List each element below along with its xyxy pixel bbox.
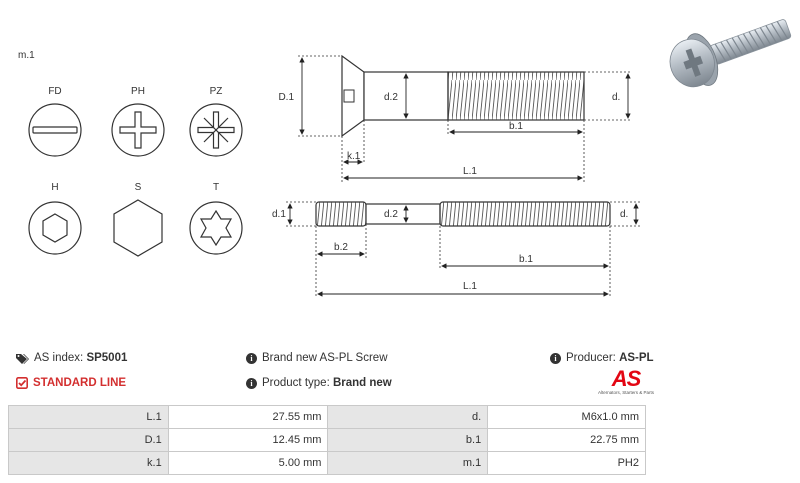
product-photo — [662, 3, 797, 96]
head-label-ph: PH — [131, 86, 145, 97]
tags-icon — [16, 353, 29, 364]
spec-label: m.1 — [328, 452, 488, 475]
countersunk-screw-drawing — [278, 56, 632, 182]
product-description: Brand new AS-PL Screw — [262, 352, 388, 364]
head-label-t: T — [212, 182, 220, 193]
as-pl-logo — [596, 368, 656, 404]
logo-tagline: Alternators, Starters & Parts — [597, 390, 655, 395]
spec-value: M6x1.0 mm — [488, 406, 646, 429]
as-index-label: AS index: — [34, 352, 84, 364]
producer-value: AS-PL — [619, 352, 654, 364]
producer-label: Producer: — [566, 352, 616, 364]
dim-label-k1: k.1 — [347, 151, 361, 162]
as-index-value: SP5001 — [86, 352, 128, 364]
stud-screw-drawing — [272, 202, 640, 298]
standard-line-row — [16, 377, 126, 389]
spec-value: PH2 — [488, 452, 646, 475]
hex-socket-drive-icon — [29, 202, 81, 254]
dim-label-L1-bottom: L.1 — [463, 281, 477, 292]
table-row — [9, 429, 646, 452]
producer-row — [550, 352, 654, 364]
spec-label: D.1 — [9, 429, 169, 452]
specs-table — [8, 405, 646, 475]
pozidriv-drive-icon — [190, 104, 242, 156]
product-type-row — [246, 377, 392, 389]
logo-text: AS — [611, 366, 641, 391]
spec-value: 22.75 mm — [488, 429, 646, 452]
table-row — [9, 406, 646, 429]
slotted-drive-icon — [29, 104, 81, 156]
dim-label-D1: D.1 — [278, 92, 294, 103]
spec-label: b.1 — [328, 429, 488, 452]
head-label-s: S — [134, 182, 142, 193]
dim-label-d-top: d. — [612, 92, 621, 103]
info-icon: i — [550, 353, 561, 364]
head-label-h: H — [51, 182, 59, 193]
dim-label-b1-top: b.1 — [509, 121, 523, 132]
dim-label-b2: b.2 — [334, 242, 348, 253]
info-icon: i — [246, 353, 257, 364]
description-row — [246, 352, 388, 364]
spec-label: k.1 — [9, 452, 169, 475]
checkbox-checked-icon — [16, 377, 28, 389]
table-row — [9, 452, 646, 475]
dim-label-d1: d.1 — [272, 209, 286, 220]
dim-label-d2-bottom: d.2 — [384, 209, 398, 220]
dim-label-b1-bottom: b.1 — [519, 254, 533, 265]
info-icon: i — [246, 378, 257, 389]
head-label-fd: FD — [48, 86, 62, 97]
spec-label: d. — [328, 406, 488, 429]
as-index-row — [16, 352, 127, 364]
dim-label-d2-top: d.2 — [384, 92, 398, 103]
hex-head-icon — [114, 200, 162, 256]
dim-label-d-bottom: d. — [620, 209, 629, 220]
product-type-value: Brand new — [332, 377, 392, 389]
dim-label-L1-top: L.1 — [463, 166, 477, 177]
standard-line-label: STANDARD LINE — [33, 377, 127, 389]
m1-caption: m.1 — [18, 50, 35, 61]
spec-value: 12.45 mm — [168, 429, 328, 452]
phillips-drive-icon — [112, 104, 164, 156]
product-type-label: Product type: — [262, 377, 330, 389]
spec-value: 27.55 mm — [168, 406, 328, 429]
spec-value: 5.00 mm — [168, 452, 328, 475]
torx-drive-icon — [190, 202, 242, 254]
spec-label: L.1 — [9, 406, 169, 429]
head-label-pz: PZ — [209, 86, 223, 97]
